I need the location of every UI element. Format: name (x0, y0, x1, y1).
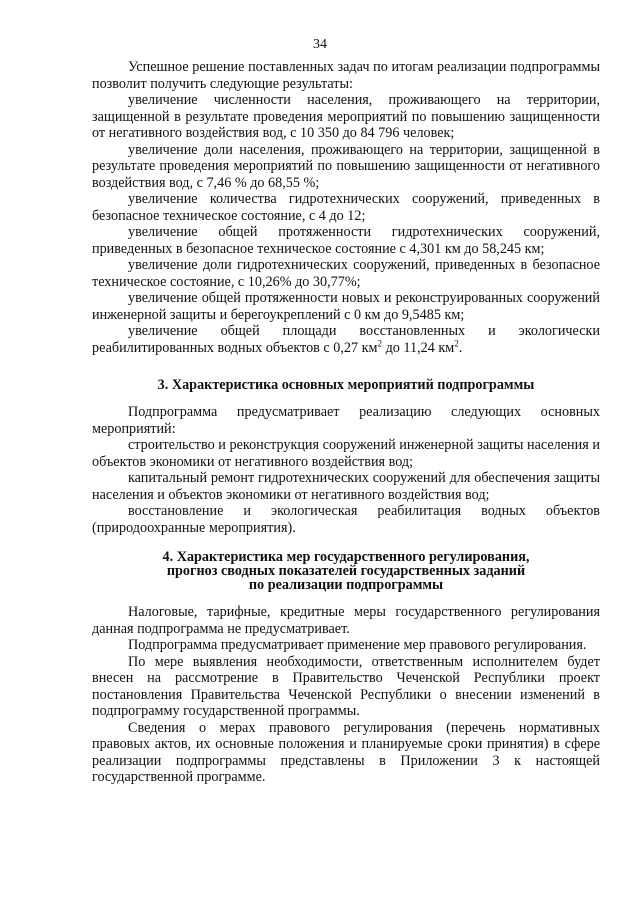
result-item: увеличение численности населения, проживающего на территории, защищенной в результате проведения мероприятий по повышению защищенности от негативного воздействия вод, с 10 350 до 84 796 человек; (92, 92, 600, 141)
section4-paragraph: Налоговые, тарифные, кредитные меры государственного регулирования данная подпрограмма не предусматривает. (92, 604, 600, 637)
result-text: до 11,24 км (382, 339, 455, 356)
section3-paragraph: восстановление и экологическая реабилитация водных объектов (природоохранные мероприятия). (92, 503, 600, 536)
section4-heading (92, 550, 600, 592)
page-number: 34 (313, 37, 327, 52)
page-content (92, 59, 600, 786)
result-item: увеличение общей протяженности гидротехнических сооружений, приведенных в безопасное техническое состояние с 4,301 км до 58,245 км; (92, 224, 600, 257)
section3-paragraph: строительство и реконструкция сооружений инженерной защиты населения и объектов экономики от негативного воздействия вод; (92, 437, 600, 470)
section4-heading-line: прогноз сводных показателей государственных заданий (166, 563, 526, 579)
result-item: увеличение доли населения, проживающего на территории, защищенной в результате проведения мероприятий по повышению защищенности от негативного воздействия вод, с 7,46 % до 68,55 %; (92, 141, 600, 191)
section3-paragraph: Подпрограмма предусматривает реализацию следующих основных мероприятий: (92, 404, 600, 437)
results-intro: Успешное решение поставленных задач по итогам реализации подпрограммы позволит получить следующие результаты: (92, 59, 600, 92)
section3-heading: 3. Характеристика основных мероприятий подпрограммы (157, 377, 535, 393)
result-text: увеличение общей площади восстановленных и экологически реабилитированных водных объектов с 0,27 км (92, 323, 600, 356)
superscript: 2 (377, 337, 383, 348)
result-text: . (458, 339, 463, 356)
section4-heading-line: 4. Характеристика мер государственного регулирования, (162, 549, 530, 565)
superscript: 2 (454, 337, 459, 348)
result-item: увеличение общей протяженности новых и реконструированных сооружений инженерной защиты и берегоукреплений с 0 км до 9,5485 км; (92, 290, 600, 323)
section4-paragraph: Сведения о мерах правового регулирования (перечень нормативных правовых актов, их основные положения и планируемые сроки принятия) в сфере реализации подпрограммы представлены в Приложении 3 к настоящей государственной программе. (92, 719, 600, 785)
section4-heading-line: по реализации подпрограммы (248, 577, 444, 593)
result-item-area (92, 323, 600, 356)
section3-paragraph: капитальный ремонт гидротехнических сооружений для обеспечения защиты населения и объектов экономики от негативного воздействия вод; (92, 470, 600, 503)
result-item: увеличение количества гидротехнических сооружений, приведенных в безопасное техническое состояние, с 4 до 12; (92, 191, 600, 224)
section4-paragraph: Подпрограмма предусматривает применение мер правового регулирования. (128, 637, 587, 653)
result-item: увеличение доли гидротехнических сооружений, приведенных в безопасное техническое состояние, с 10,26% до 30,77%; (92, 257, 600, 290)
section4-paragraph: По мере выявления необходимости, ответственным исполнителем будет внесен на рассмотрение в Правительство Чеченской Республики проект постановления Правительства Чеченской Республики о внесении изменений в подпрограмму государственной программы. (92, 653, 600, 719)
